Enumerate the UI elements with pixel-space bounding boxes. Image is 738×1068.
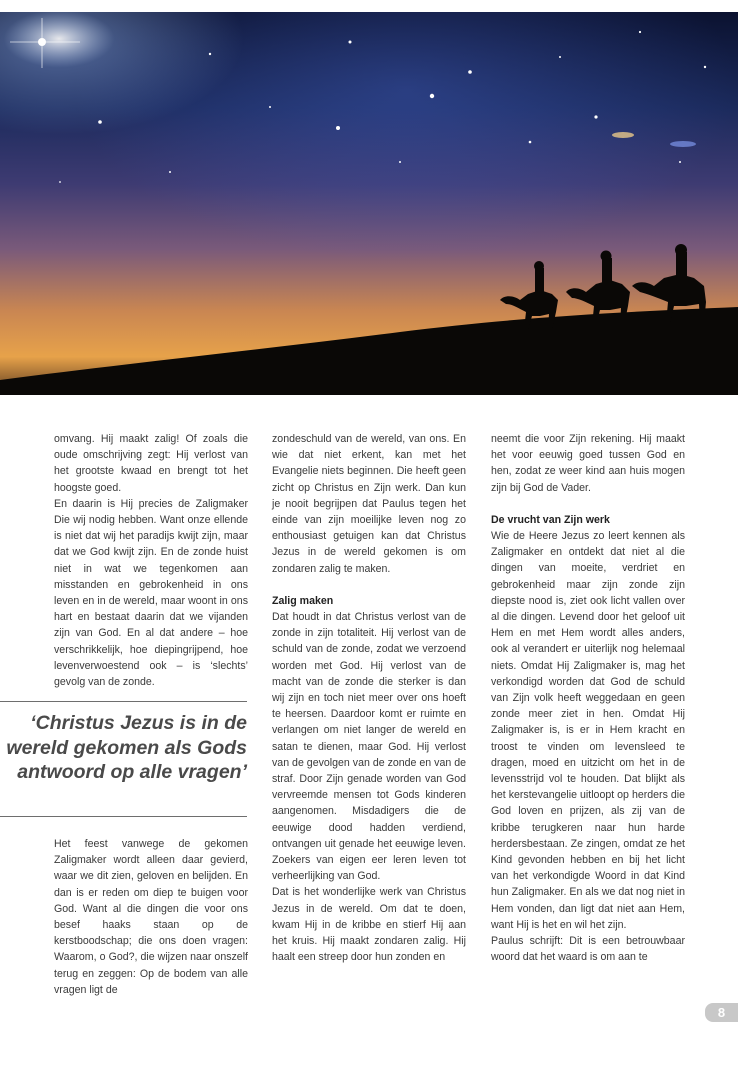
column-2: [272, 431, 466, 966]
col1-paragraph-2: En daarin is Hij precies de Zaligmaker Die wij nodig hebben. Want onze ellende is niet dat wij het paradijs kwijt zijn, maar dat we God kwijt zijn. En de zonde huist niet in wat we tegenkomen aan misstanden en gebrokenheid in ons leven en in de wereld, maar woont in ons hart en bestaat daarin dat we vijanden zijn van God. En al dat andere – hoe verschrikkelijk, hoe diepingrijpend, hoe levenverwoestend ook – is ‘slechts’ gevolg van de zonde.: [54, 497, 248, 689]
col3-paragraph-1: neemt die voor Zijn rekening. Hij maakt het voor eeuwig goed tussen God en hen, zodat ze weer kind aan huis mogen zijn bij God de Vader.: [491, 433, 685, 494]
col3-paragraph-2: Wie de Heere Jezus zo leert kennen als Zaligmaker en ontdekt dat niet al die dingen van moeite, verdriet en gebrokenheid maar zijn zonde zijn diepste nood is, ziet ook licht vallen over al die dingen. Levend door het geloof uit Hem en met Hem wordt alles anders, ook al verandert er uiterlijk nog helemaal niets. Omdat Hij Zaligmaker is, mag het verkondigd worden dat God de schuld van Zijn volk heeft weggedaan en geen zonde meer ziet in hen. Omdat Hij Zaligmaker is, is er in Hem kracht en troost te vinden om levensleed te dragen, moed en uitzicht om het in de levensstrijd vol te houden. Dat blijkt als het kerstevangelie uitloopt op herders die God loven en prijzen, als zij van de kribbe terugkeren naar hun harde herdersbestaan. Ze zingen, omdat ze het Kind gevonden hebben en bij het licht van het verkondigde Woord in dat Kind hun Zaligmaker. En als we dat nog niet in Hem vonden, dan ligt dat niet aan Hem, want Hij is het en wil het zijn.: [491, 530, 685, 931]
col3-paragraph-3: Paulus schrijft: Dit is een betrouwbaar woord dat het waard is om aan te: [491, 935, 685, 964]
col1-paragraph-1: omvang. Hij maakt zalig! Of zoals die oude omschrijving zegt: Hij verlost van het grootste kwaad en brengt tot het hoogste goed.: [54, 433, 248, 494]
heading-zalig-maken: Zalig maken: [272, 594, 334, 607]
pull-quote-text: ‘Christus Jezus is in de wereld gekomen als Gods antwoord op alle vragen’: [6, 712, 247, 783]
column-3: [491, 431, 685, 966]
col2-paragraph-1: zondeschuld van de wereld, van ons. En wie dat niet erkent, kan met het Evangelie niets beginnen. Die heeft geen zicht op Christus en Zijn werk. Dan kun je nooit begrijpen dat Paulus tegen het einde van zijn moeilijke leven nog zo enthousiast getuigen kan dat Christus Jezus in de wereld gekomen is om zondaren zalig te maken.: [272, 433, 466, 575]
column-1-continued: [54, 836, 248, 998]
column-1: [54, 431, 248, 690]
heading-vrucht: De vrucht van Zijn werk: [491, 513, 610, 526]
col2-paragraph-3: Dat is het wonderlijke werk van Christus Jezus in de wereld. Om dat te doen, kwam Hij in de kribbe en stierf Hij aan het kruis. Hij maakt zondaren zalig. Hij haalt een streep door hun zonden en: [272, 886, 466, 964]
pull-quote: [0, 701, 247, 817]
page-number: 8: [705, 1003, 738, 1022]
hero-image: [0, 12, 738, 395]
col2-paragraph-2: Dat houdt in dat Christus verlost van de zonde in zijn totaliteit. Hij verlost van de schuld van de zonde, zodat we verzoend worden met God. Hij verlost van de macht van de zonde die sterker is dan wij zijn en toch niet meer over ons hoeft te heersen. Daardoor komt er ruimte en verlangen om niet langer de wereld en satan te dienen, maar God. Hij verlost van de gevolgen van de zonde en van de straf. Door Zijn genade worden van God vervreemde mensen tot Gods kinderen aangenomen. Misdadigers die de eeuwige dood hadden verdiend, ontvangen uit genade het eeuwige leven. Zoekers van eigen eer leren leven tot verheerlijking van God.: [272, 611, 466, 883]
col1b-paragraph-1: Het feest vanwege de gekomen Zaligmaker wordt alleen daar gevierd, waar we dit zien, geloven en belijden. En dan is er reden om diep te buigen voor God. Want al die dingen die voor ons besef haaks staan op de kerstboodschap; die ons doen vragen: Waarom, o God?, die wijzen naar onszelf terug en zeggen: Op de bodem van alle vragen ligt de: [54, 838, 248, 996]
